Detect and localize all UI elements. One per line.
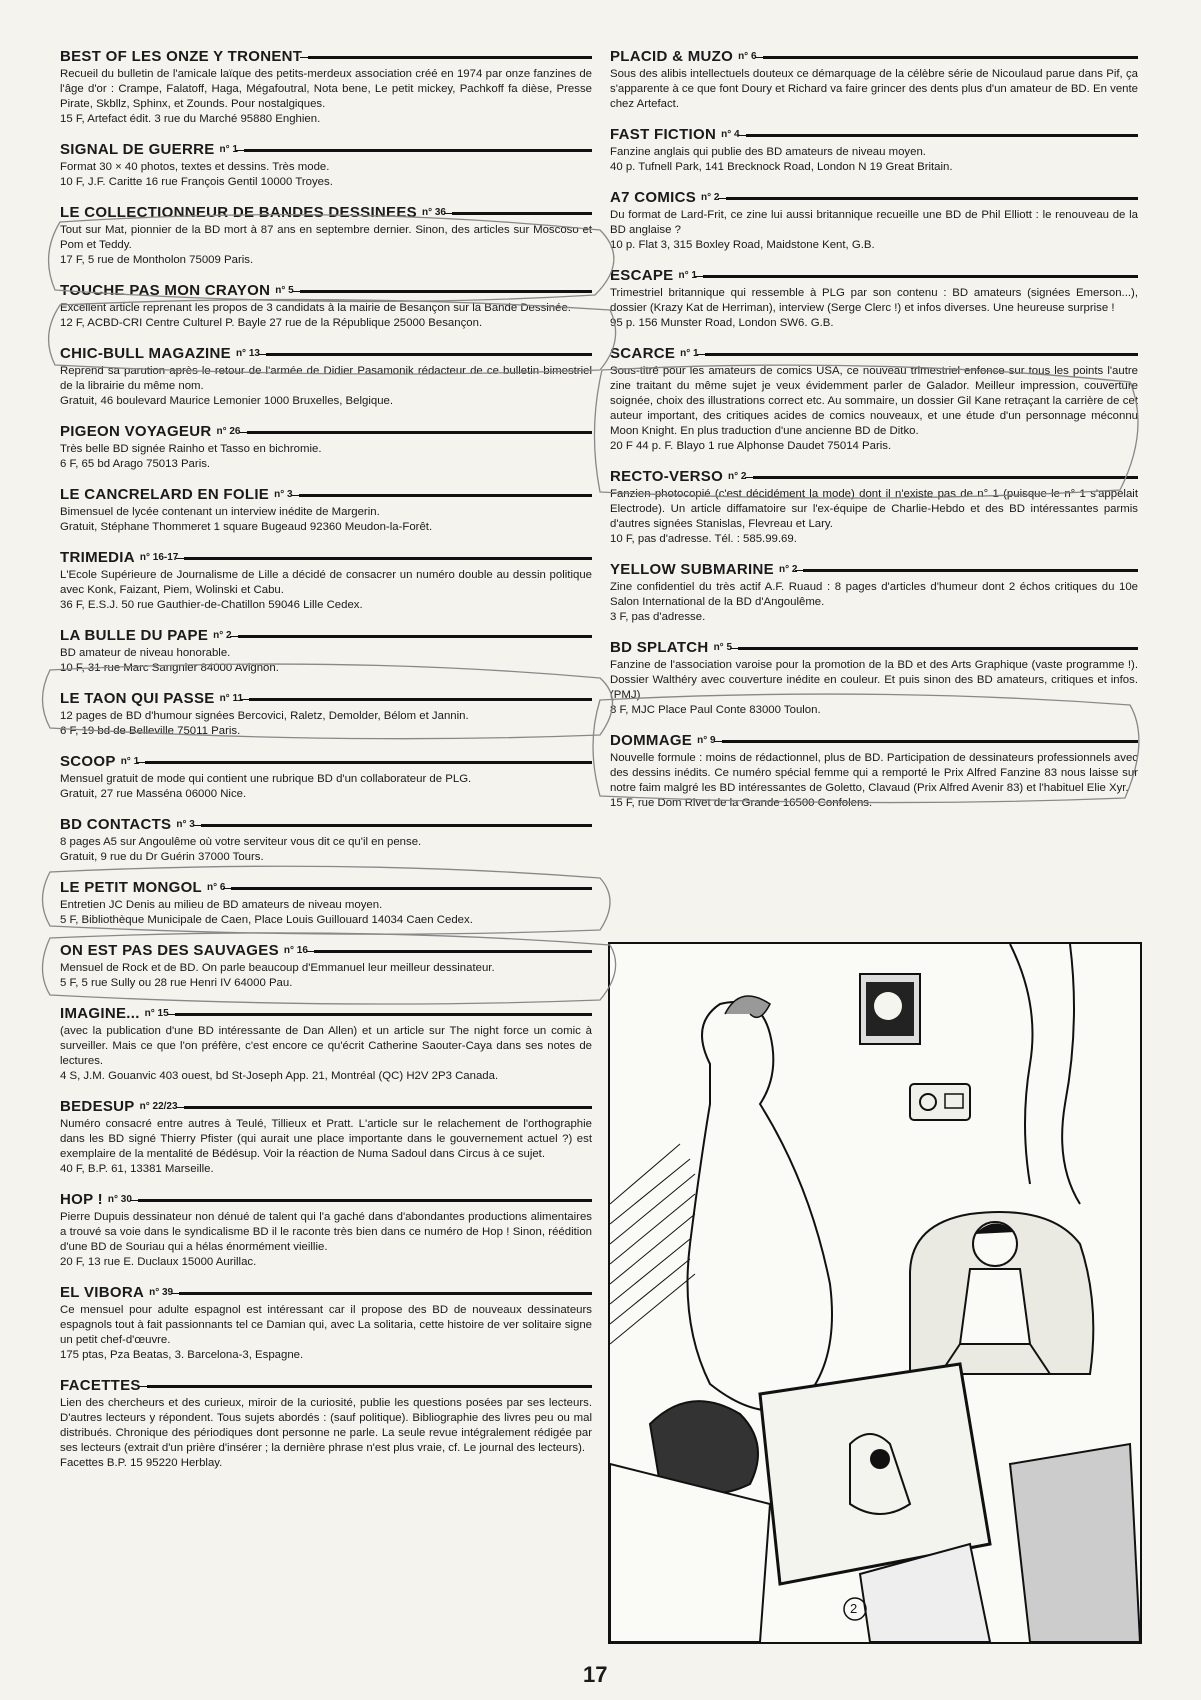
entry-description: L'Ecole Supérieure de Journalisme de Lille a décidé de consacrer un numéro double au dessin politique avec Konk, Faizant, Piem, Wolinski et Cabu. <box>60 569 592 596</box>
heading-rule <box>763 56 1138 59</box>
entry-heading <box>60 1189 592 1209</box>
heading-rule <box>244 149 592 152</box>
fanzine-entry <box>610 730 1138 811</box>
fanzine-entry <box>610 124 1138 175</box>
entry-title: LE TAON QUI PASSE <box>60 689 215 707</box>
entry-title: EL VIBORA <box>60 1283 145 1301</box>
entry-title: A7 COMICS <box>610 188 697 206</box>
entry-issue-number: n° 6 <box>738 50 757 62</box>
entry-heading <box>610 637 1138 657</box>
entry-description: Trimestriel britannique qui ressemble à PLG par son contenu : BD amateurs (signées Emerson...), dossier (Krazy Kat de Herriman), interview (Serge Clerc !) et infos diverses. Une heureuse surprise ! <box>610 287 1138 314</box>
heading-rule <box>300 290 592 293</box>
entry-heading <box>610 559 1138 579</box>
heading-rule <box>231 887 592 890</box>
entry-title: ON EST PAS DES SAUVAGES <box>60 941 279 959</box>
entry-address: 6 F, 65 bd Arago 75013 Paris. <box>60 458 211 470</box>
entry-address: 40 p. Tufnell Park, 141 Brecknock Road, London N 19 Great Britain. <box>610 161 953 173</box>
entry-title: TOUCHE PAS MON CRAYON <box>60 281 271 299</box>
entry-address: 10 F, pas d'adresse. Tél. : 585.99.69. <box>610 533 797 545</box>
entry-title: LE PETIT MONGOL <box>60 878 202 896</box>
entry-description: Numéro consacré entre autres à Teulé, Tillieux et Pratt. L'article sur le relachement de l'orthographie dans les BD signé Thierry Pfister (qui aurait une place importante dans le gouvernement actuel ?) est exemplaire de la mentalité de Bédésup. Voir la réaction de Numa Sadoul dans Circus à ce sujet. <box>60 1118 592 1160</box>
entry-heading <box>60 421 592 441</box>
fanzine-entry <box>610 265 1138 331</box>
entry-heading <box>60 625 592 645</box>
entry-issue-number: n° 13 <box>235 347 260 359</box>
entry-heading <box>610 187 1138 207</box>
entry-address: 15 F, rue Dom Rivet de la Grande 16500 Confolens. <box>610 797 873 809</box>
entry-heading <box>60 877 592 897</box>
fanzine-entry <box>60 940 592 991</box>
entry-title: FACETTES <box>60 1376 141 1394</box>
entry-heading <box>60 814 592 834</box>
heading-rule <box>247 431 593 434</box>
fanzine-entry <box>610 187 1138 253</box>
entry-title: SCARCE <box>610 344 676 362</box>
entry-description: (avec la publication d'une BD intéressante de Dan Allen) et un article sur The night force un comic à surveiller. Mais ce que l'on préfère, c'est encore ce qu'écrit Catherine Saouter-Caya dans ses notes de lectures. <box>60 1025 592 1067</box>
entry-description: Zine confidentiel du très actif A.F. Ruaud : 8 pages d'articles d'humeur dont 2 échos critiques du 10e Salon International de la BD d'Angoulême. <box>610 581 1138 608</box>
fanzine-entry <box>60 46 592 127</box>
entry-heading <box>60 1282 592 1302</box>
entry-issue-number: n° 16 <box>283 944 308 956</box>
heading-rule <box>703 275 1138 278</box>
fanzine-entry <box>610 343 1138 454</box>
entry-heading <box>610 265 1138 285</box>
entry-address: 36 F, E.S.J. 50 rue Gauthier-de-Chatillon 59046 Lille Cedex. <box>60 599 363 611</box>
entry-address: Gratuit, 27 rue Masséna 06000 Nice. <box>60 788 247 800</box>
entry-description: Mensuel gratuit de mode qui contient une rubrique BD d'un collaborateur de PLG. <box>60 773 472 785</box>
entry-address: 5 F, 5 rue Sully ou 28 rue Henri IV 64000 Pau. <box>60 977 293 989</box>
entry-heading <box>60 751 592 771</box>
fanzine-entry <box>60 139 592 190</box>
entry-issue-number: n° 16-17 <box>139 551 179 563</box>
heading-rule <box>179 1292 592 1295</box>
entry-issue-number: n° 22/23 <box>139 1100 178 1112</box>
entry-address: 95 p. 156 Munster Road, London SW6. G.B. <box>610 317 834 329</box>
fanzine-entry <box>60 280 592 331</box>
entry-description: Recueil du bulletin de l'amicale laïque des petits-merdeux association créé en 1974 par onze fanzines de l'âge d'or : Crampe, Falatoff, Haga, Mégafoutral, Nota bene, Le petit mickey, Pachkoff fa dièse, Presse Pirate, Skbllz, Sphinx, et Zounds. Pour nostalgiques. <box>60 68 592 110</box>
heading-rule <box>299 494 592 497</box>
entry-description: Ce mensuel pour adulte espagnol est intéressant car il propose des BD de nouveaux dessinateurs espagnols tout à fait passionnants tel ce Damian qui, avec La solitaria, cette histoire de ver solitaire signe un petit chef-d'œuvre. <box>60 1304 592 1346</box>
entry-heading <box>60 547 592 567</box>
entry-description: Très belle BD signée Rainho et Tasso en bichromie. <box>60 443 322 455</box>
heading-rule <box>803 569 1138 572</box>
heading-rule <box>184 1106 592 1109</box>
entry-issue-number: n° 5 <box>275 284 294 296</box>
entry-issue-number: n° 15 <box>144 1007 169 1019</box>
page-number: 17 <box>583 1662 608 1687</box>
entry-description: Fanzien photocopié (c'est décidément la mode) dont il n'existe pas de n° 1 (puisque le n° 1 s'appelait Electrode). Un article diffamatoire sur l'ex-équipe de Charlie-Hebdo et des BD intéressantes parmis d'autres signées Stanislas, Flevreau et Lary. <box>610 488 1138 530</box>
entry-address: Facettes B.P. 15 95220 Herblay. <box>60 1457 223 1469</box>
entry-description: 8 pages A5 sur Angoulême où votre serviteur vous dit ce qu'il en pense. <box>60 836 422 848</box>
right-column <box>610 46 1138 823</box>
heading-rule <box>753 476 1139 479</box>
entry-issue-number: n° 1 <box>120 755 140 767</box>
fanzine-entry <box>60 484 592 535</box>
fanzine-entry <box>60 625 592 676</box>
entry-title: YELLOW SUBMARINE <box>610 560 774 578</box>
fanzine-entry <box>610 466 1138 547</box>
entry-title: LE CANCRELARD EN FOLIE <box>60 485 270 503</box>
entry-issue-number: n° 36 <box>421 206 446 218</box>
entry-address: 3 F, pas d'adresse. <box>610 611 706 623</box>
entry-description: 12 pages de BD d'humour signées Bercovici, Raletz, Demolder, Bélom et Jannin. <box>60 710 469 722</box>
entry-address: 20 F, 13 rue E. Duclaux 15000 Aurillac. <box>60 1256 257 1268</box>
entry-title: BEST OF LES ONZE Y TRONENT <box>60 47 303 65</box>
heading-rule <box>705 353 1138 356</box>
entry-heading <box>610 124 1138 144</box>
entry-heading <box>60 139 592 159</box>
entry-title: BD CONTACTS <box>60 815 172 833</box>
entry-heading <box>610 46 1138 66</box>
entry-address: 6 F, 19 bd de Belleville 75011 Paris. <box>60 725 241 737</box>
heading-rule <box>147 1385 592 1388</box>
entry-title: DOMMAGE <box>610 731 693 749</box>
entry-heading <box>60 1003 592 1023</box>
entry-description: Bimensuel de lycée contenant un interview inédite de Margerin. <box>60 506 380 518</box>
entry-title: FAST FICTION <box>610 125 717 143</box>
entry-heading <box>60 688 592 708</box>
entry-issue-number: n° 11 <box>219 692 244 704</box>
heading-rule <box>138 1199 592 1202</box>
heading-rule <box>175 1013 592 1016</box>
fanzine-entry <box>60 877 592 928</box>
fanzine-entry <box>60 547 592 613</box>
fanzine-entry <box>610 559 1138 625</box>
fanzine-entry <box>60 202 592 268</box>
entry-title: LE COLLECTIONNEUR DE BANDES DESSINEES <box>60 203 417 221</box>
left-column <box>60 46 592 1483</box>
entry-heading <box>60 1096 592 1116</box>
entry-heading <box>610 343 1138 363</box>
entry-title: TRIMEDIA <box>60 548 135 566</box>
entry-issue-number: n° 1 <box>678 269 697 281</box>
entry-heading <box>610 730 1138 750</box>
entry-title: PLACID & MUZO <box>610 47 734 65</box>
entry-title: LA BULLE DU PAPE <box>60 626 209 644</box>
heading-rule <box>722 740 1138 743</box>
entry-heading <box>60 46 592 66</box>
entry-description: Fanzine anglais qui publie des BD amateurs de niveau moyen. <box>610 146 926 158</box>
entry-issue-number: n° 6 <box>207 881 226 893</box>
entry-address: 8 F, MJC Place Paul Conte 83000 Toulon. <box>610 704 821 716</box>
heading-rule <box>726 197 1139 200</box>
fanzine-entry <box>60 814 592 865</box>
heading-rule <box>238 635 592 638</box>
entry-title: BD SPLATCH <box>610 638 709 656</box>
entry-issue-number: n° 2 <box>778 563 798 575</box>
panel-number: 2 <box>850 1601 858 1616</box>
entry-address: 175 ptas, Pza Beatas, 3. Barcelona-3, Espagne. <box>60 1349 304 1361</box>
entry-title: PIGEON VOYAGEUR <box>60 422 212 440</box>
entry-title: BEDESUP <box>60 1097 135 1115</box>
entry-title: ESCAPE <box>610 266 674 284</box>
entry-issue-number: n° 3 <box>176 818 195 830</box>
entry-address: 10 F, 31 rue Marc Sangnier 84000 Avignon. <box>60 662 279 674</box>
entry-issue-number: n° 2 <box>701 191 720 203</box>
entry-description: BD amateur de niveau honorable. <box>60 647 231 659</box>
heading-rule <box>738 647 1138 650</box>
entry-description: Excellent article reprenant les propos de 3 candidats à la mairie de Besançon sur la Bande Dessinée. <box>60 302 571 314</box>
heading-rule <box>145 761 592 764</box>
entry-heading <box>60 940 592 960</box>
entry-title: SIGNAL DE GUERRE <box>60 140 215 158</box>
entry-heading <box>60 343 592 363</box>
entry-address: 15 F, Artefact édit. 3 rue du Marché 95880 Enghien. <box>60 113 321 125</box>
entry-issue-number: n° 2 <box>213 629 232 641</box>
comic-illustration <box>608 942 1142 1644</box>
entry-description: Reprend sa parution après le retour de l'armée de Didier Pasamonik rédacteur de ce bulletin bimestriel de la librairie du même nom. <box>60 365 592 392</box>
fanzine-entry <box>60 751 592 802</box>
fanzine-entry <box>60 421 592 472</box>
entry-description: Pierre Dupuis dessinateur non dénué de talent qui l'a gaché dans d'abondantes productions alimentaires a trouvé sa voie dans le syndicalisme BD il le raconte très bien dans ce numéro de Hop ! Sinon, réédition d'une BD de Souriau qui a hélas énormément vieillie. <box>60 1211 592 1253</box>
entry-address: 40 F, B.P. 61, 13381 Marseille. <box>60 1163 214 1175</box>
entry-address: 10 F, J.F. Caritte 16 rue François Gentil 10000 Troyes. <box>60 176 333 188</box>
entry-description: Tout sur Mat, pionnier de la BD mort à 87 ans en septembre dernier. Sinon, des articles sur Moscoso et Pom et Teddy. <box>60 224 592 251</box>
entry-address: 20 F 44 p. F. Blayo 1 rue Alphonse Daudet 75014 Paris. <box>610 440 892 452</box>
fanzine-entry <box>60 1189 592 1270</box>
entry-heading <box>60 1375 592 1395</box>
fanzine-entry <box>60 1375 592 1471</box>
entry-heading <box>60 484 592 504</box>
fanzine-entry <box>60 1003 592 1084</box>
fanzine-entry <box>60 1096 592 1177</box>
entry-description: Mensuel de Rock et de BD. On parle beaucoup d'Emmanuel leur meilleur dessinateur. <box>60 962 495 974</box>
entry-description: Format 30 × 40 photos, textes et dessins. Très mode. <box>60 161 330 173</box>
entry-title: HOP ! <box>60 1190 103 1208</box>
entry-issue-number: n° 1 <box>219 143 238 155</box>
fanzine-entry <box>60 343 592 409</box>
entry-heading <box>60 202 592 222</box>
entry-issue-number: n° 9 <box>697 734 716 746</box>
entry-issue-number: n° 4 <box>721 128 740 140</box>
entry-description: Du format de Lard-Frit, ce zine lui aussi britannique recueille une BD de Phil Elliott : le renouveau de la BD anglaise ? <box>610 209 1138 236</box>
entry-title: SCOOP <box>60 752 116 770</box>
entry-description: Entretien JC Denis au milieu de BD amateurs de niveau moyen. <box>60 899 383 911</box>
entry-heading <box>610 466 1138 486</box>
heading-rule <box>746 134 1138 137</box>
entry-address: Gratuit, 9 rue du Dr Guérin 37000 Tours. <box>60 851 264 863</box>
entry-description: Lien des chercheurs et des curieux, miroir de la curiosité, publie les questions posées par ses lecteurs. D'autres lecteurs y répondent. Tous sujets abordés : (sauf politique). Bibliographie des livres peu ou mal distribués. Chronique des périodiques dont personne ne parle. La seule revue intégralement rédigée par ses lecteurs (extrait d'un prière d'insérer ; la dernière phrase n'est plus vraie, cf. Le journal des lecteurs). <box>60 1397 592 1454</box>
entry-issue-number: n° 39 <box>149 1286 174 1298</box>
heading-rule <box>452 212 592 215</box>
entry-address: 17 F, 5 rue de Montholon 75009 Paris. <box>60 254 254 266</box>
entry-description: Sous-titré pour les amateurs de comics USA, ce nouveau trimestriel enfonce sur tous les points l'autre zine traitant du même sujet je veux évidemment parler de Galador. Meilleur impression, couverture soignée, choix des illustrations correct etc. Au sommaire, un dossier Gil Kane retraçant la carrière de cet auteur important, des critiques acides de comics nouveaux, et une étude d'un personnage méconnu Moon Knight. En plus traduction d'une ancienne BD de Ditko. <box>610 365 1138 437</box>
entry-issue-number: n° 1 <box>680 347 699 359</box>
entry-address: 4 S, J.M. Gouanvic 403 ouest, bd St-Joseph App. 21, Montréal (QC) H2V 2P3 Canada. <box>60 1070 499 1082</box>
entry-issue-number: n° 26 <box>216 425 241 437</box>
entry-title: CHIC-BULL MAGAZINE <box>60 344 231 362</box>
entry-address: 5 F, Bibliothèque Municipale de Caen, Place Louis Guillouard 14034 Caen Cedex. <box>60 914 473 926</box>
entry-issue-number: n° 3 <box>274 488 293 500</box>
heading-rule <box>308 56 592 59</box>
entry-description: Nouvelle formule : moins de rédactionnel, plus de BD. Participation de dessinateurs professionnels avec des dessins inédits. Ce numéro spécial femme qui a remporté le Prix Alfred Fanzine 83 nous laisse sur notre faim malgré les BD intéressantes de Goletto, Clavaud (Prix Alfred Avenir 83) et l'habituel Elie Xyr. <box>610 752 1138 794</box>
fanzine-entry <box>610 46 1138 112</box>
entry-heading <box>60 280 592 300</box>
entry-address: 12 F, ACBD-CRI Centre Culturel P. Bayle 27 rue de la République 25000 Besançon. <box>60 317 483 329</box>
entry-address: Gratuit, 46 boulevard Maurice Lemonier 1000 Bruxelles, Belgique. <box>60 395 394 407</box>
fanzine-entry <box>610 637 1138 718</box>
entry-address: Gratuit, Stéphane Thommeret 1 square Bugeaud 92360 Meudon-la-Forêt. <box>60 521 433 533</box>
heading-rule <box>314 950 592 953</box>
heading-rule <box>266 353 592 356</box>
entry-issue-number: n° 2 <box>728 470 747 482</box>
heading-rule <box>249 698 592 701</box>
fanzine-entry <box>60 688 592 739</box>
entry-issue-number: n° 5 <box>713 641 733 653</box>
entry-issue-number: n° 30 <box>107 1193 132 1205</box>
entry-title: IMAGINE... <box>60 1004 140 1022</box>
entry-description: Sous des alibis intellectuels douteux ce démarquage de la célèbre série de Nicoulaud parue dans Pif, ça s'apparente à ce que font Doury et Richard va faire grincer des dents plus d'un amateur de BD. En vente chez Artefact. <box>610 68 1138 110</box>
fanzine-entry <box>60 1282 592 1363</box>
entry-description: Fanzine de l'association varoise pour la promotion de la BD et des Arts Graphique (vaste programme !). Dossier Walthéry avec couverture inédite en couleur. Et puis sinon des BD amateurs, critiques et infos. (PMJ) <box>610 659 1138 701</box>
entry-address: 10 p. Flat 3, 315 Boxley Road, Maidstone Kent, G.B. <box>610 239 875 251</box>
heading-rule <box>201 824 592 827</box>
heading-rule <box>184 557 592 560</box>
entry-title: RECTO-VERSO <box>610 467 724 485</box>
